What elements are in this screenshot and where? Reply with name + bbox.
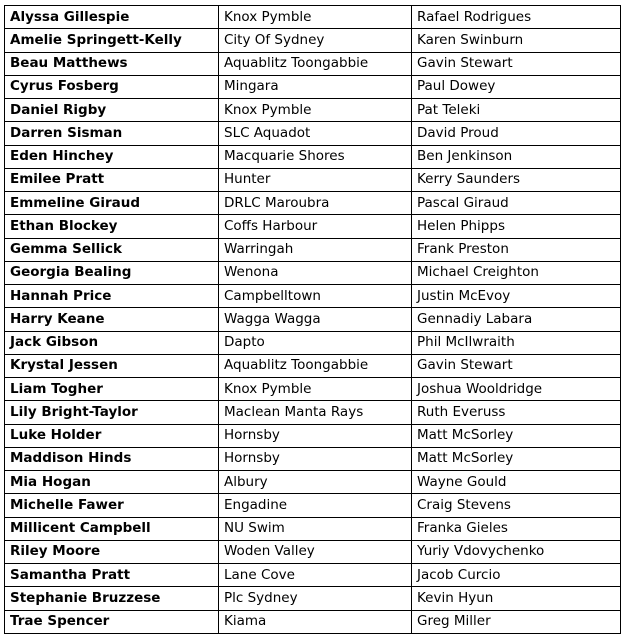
coach-cell: Kevin Hyun <box>412 587 621 610</box>
swimmer-name-cell: Georgia Bealing <box>5 261 219 284</box>
table-row <box>5 29 621 52</box>
coach-cell: Joshua Wooldridge <box>412 378 621 401</box>
club-cell: Coffs Harbour <box>219 215 412 238</box>
coach-cell: Gavin Stewart <box>412 354 621 377</box>
swimmer-name-cell: Millicent Campbell <box>5 517 219 540</box>
table-row <box>5 192 621 215</box>
swimmer-name-cell: Eden Hinchey <box>5 145 219 168</box>
club-cell: Aquablitz Toongabbie <box>219 354 412 377</box>
swimmer-name-cell: Emilee Pratt <box>5 168 219 191</box>
table-row <box>5 564 621 587</box>
swimmer-name-cell: Harry Keane <box>5 308 219 331</box>
club-cell: Wenona <box>219 261 412 284</box>
club-cell: SLC Aquadot <box>219 122 412 145</box>
swimmer-name-cell: Riley Moore <box>5 540 219 563</box>
club-cell: Warringah <box>219 238 412 261</box>
table-row <box>5 471 621 494</box>
swimmer-name-cell: Gemma Sellick <box>5 238 219 261</box>
coach-cell: Pat Teleki <box>412 99 621 122</box>
swimmer-name-cell: Trae Spencer <box>5 610 219 633</box>
club-cell: Dapto <box>219 331 412 354</box>
coach-cell: Wayne Gould <box>412 471 621 494</box>
roster-body <box>5 6 621 634</box>
swimmer-name-cell: Alyssa Gillespie <box>5 6 219 29</box>
club-cell: Knox Pymble <box>219 378 412 401</box>
coach-cell: Gennadiy Labara <box>412 308 621 331</box>
table-row <box>5 447 621 470</box>
swimmer-name-cell: Stephanie Bruzzese <box>5 587 219 610</box>
swimmer-name-cell: Liam Togher <box>5 378 219 401</box>
coach-cell: Kerry Saunders <box>412 168 621 191</box>
table-row <box>5 517 621 540</box>
coach-cell: David Proud <box>412 122 621 145</box>
club-cell: Hunter <box>219 168 412 191</box>
club-cell: City Of Sydney <box>219 29 412 52</box>
table-row <box>5 238 621 261</box>
swimmer-name-cell: Amelie Springett-Kelly <box>5 29 219 52</box>
swimmer-name-cell: Daniel Rigby <box>5 99 219 122</box>
club-cell: Kiama <box>219 610 412 633</box>
table-row <box>5 145 621 168</box>
coach-cell: Justin McEvoy <box>412 285 621 308</box>
table-row <box>5 378 621 401</box>
coach-cell: Michael Creighton <box>412 261 621 284</box>
swimmer-name-cell: Emmeline Giraud <box>5 192 219 215</box>
club-cell: Wagga Wagga <box>219 308 412 331</box>
table-row <box>5 285 621 308</box>
coach-cell: Ben Jenkinson <box>412 145 621 168</box>
club-cell: Hornsby <box>219 424 412 447</box>
swimmer-name-cell: Michelle Fawer <box>5 494 219 517</box>
coach-cell: Phil McIlwraith <box>412 331 621 354</box>
coach-cell: Helen Phipps <box>412 215 621 238</box>
coach-cell: Matt McSorley <box>412 447 621 470</box>
swimmer-roster-table <box>4 5 621 634</box>
table-row <box>5 354 621 377</box>
table-row <box>5 610 621 633</box>
club-cell: Hornsby <box>219 447 412 470</box>
club-cell: Albury <box>219 471 412 494</box>
club-cell: Knox Pymble <box>219 6 412 29</box>
coach-cell: Karen Swinburn <box>412 29 621 52</box>
club-cell: DRLC Maroubra <box>219 192 412 215</box>
swimmer-name-cell: Beau Matthews <box>5 52 219 75</box>
table-row <box>5 587 621 610</box>
coach-cell: Paul Dowey <box>412 75 621 98</box>
table-row <box>5 308 621 331</box>
coach-cell: Gavin Stewart <box>412 52 621 75</box>
table-row <box>5 122 621 145</box>
swimmer-name-cell: Ethan Blockey <box>5 215 219 238</box>
table-row <box>5 168 621 191</box>
table-row <box>5 494 621 517</box>
swimmer-name-cell: Luke Holder <box>5 424 219 447</box>
swimmer-name-cell: Krystal Jessen <box>5 354 219 377</box>
table-row <box>5 401 621 424</box>
table-row <box>5 99 621 122</box>
table-row <box>5 75 621 98</box>
coach-cell: Yuriy Vdovychenko <box>412 540 621 563</box>
table-row <box>5 331 621 354</box>
club-cell: Mingara <box>219 75 412 98</box>
coach-cell: Franka Gieles <box>412 517 621 540</box>
coach-cell: Jacob Curcio <box>412 564 621 587</box>
coach-cell: Rafael Rodrigues <box>412 6 621 29</box>
club-cell: NU Swim <box>219 517 412 540</box>
swimmer-name-cell: Cyrus Fosberg <box>5 75 219 98</box>
table-row <box>5 261 621 284</box>
club-cell: Engadine <box>219 494 412 517</box>
table-row <box>5 540 621 563</box>
club-cell: Maclean Manta Rays <box>219 401 412 424</box>
coach-cell: Ruth Everuss <box>412 401 621 424</box>
table-row <box>5 215 621 238</box>
coach-cell: Greg Miller <box>412 610 621 633</box>
club-cell: Macquarie Shores <box>219 145 412 168</box>
coach-cell: Frank Preston <box>412 238 621 261</box>
swimmer-name-cell: Mia Hogan <box>5 471 219 494</box>
club-cell: Lane Cove <box>219 564 412 587</box>
swimmer-name-cell: Darren Sisman <box>5 122 219 145</box>
club-cell: Plc Sydney <box>219 587 412 610</box>
swimmer-name-cell: Maddison Hinds <box>5 447 219 470</box>
swimmer-name-cell: Samantha Pratt <box>5 564 219 587</box>
club-cell: Knox Pymble <box>219 99 412 122</box>
coach-cell: Matt McSorley <box>412 424 621 447</box>
coach-cell: Pascal Giraud <box>412 192 621 215</box>
club-cell: Aquablitz Toongabbie <box>219 52 412 75</box>
table-row <box>5 424 621 447</box>
club-cell: Campbelltown <box>219 285 412 308</box>
coach-cell: Craig Stevens <box>412 494 621 517</box>
swimmer-name-cell: Lily Bright-Taylor <box>5 401 219 424</box>
table-row <box>5 6 621 29</box>
swimmer-name-cell: Jack Gibson <box>5 331 219 354</box>
swimmer-name-cell: Hannah Price <box>5 285 219 308</box>
club-cell: Woden Valley <box>219 540 412 563</box>
table-row <box>5 52 621 75</box>
